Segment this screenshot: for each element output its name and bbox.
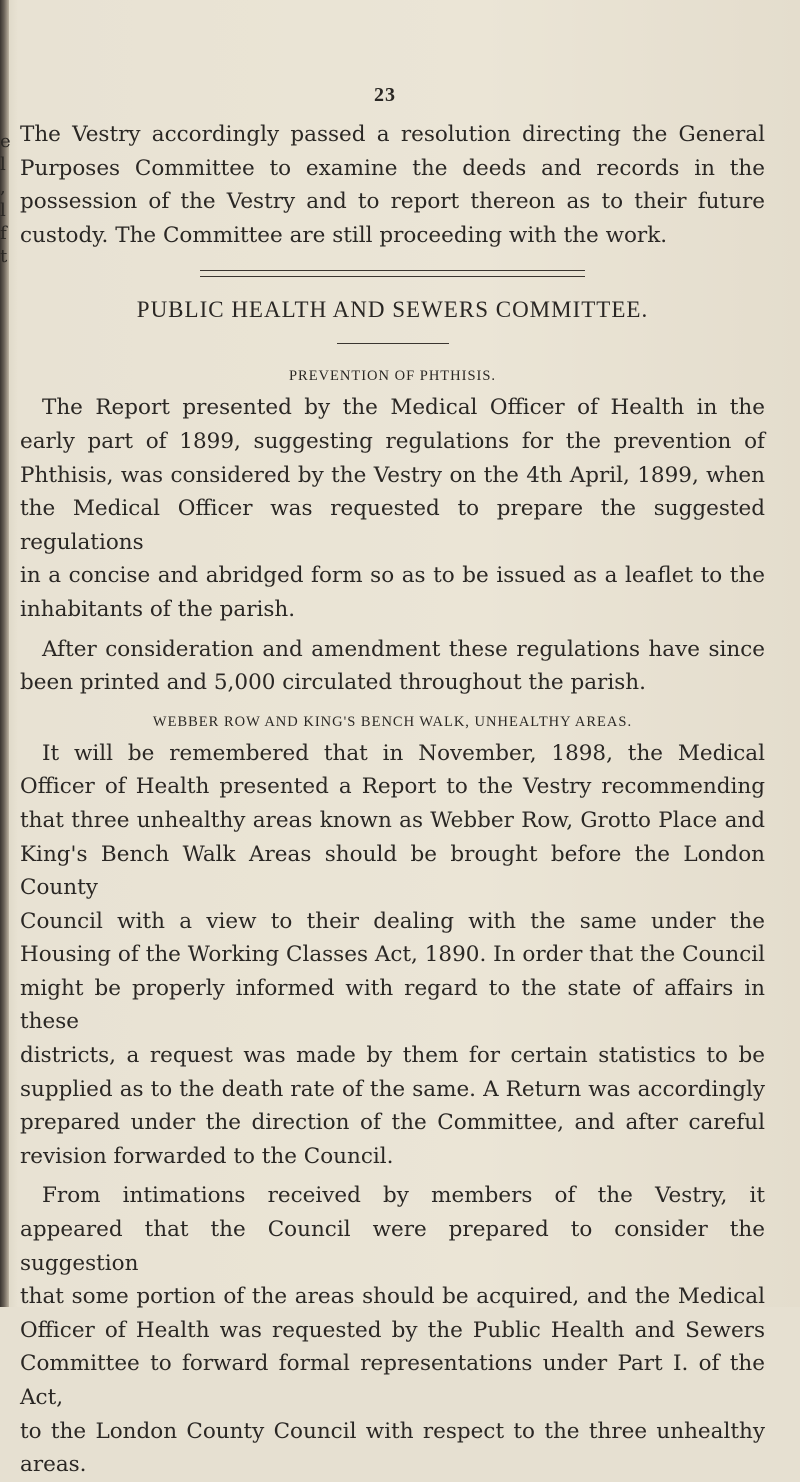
text-line: been printed and 5,000 circulated throughout the parish. xyxy=(20,670,646,696)
webber-row-paragraph-2 xyxy=(20,1179,765,1481)
text-line: appeared that the Council were prepared to consider the suggestion xyxy=(20,1217,765,1276)
text-line: that some portion of the areas should be acquired, and the Medical xyxy=(20,1284,765,1310)
text-line: might be properly informed with regard to the state of affairs in these xyxy=(20,975,765,1035)
text-line: Housing of the Working Classes Act, 1890. In order that the Council xyxy=(20,942,765,968)
text-line: in a concise and abridged form so as to be issued as a leaflet to the xyxy=(20,563,765,589)
page-number: 23 xyxy=(374,84,396,106)
edge-fragments xyxy=(0,130,12,310)
edge-fragment: l xyxy=(0,200,6,221)
edge-fragment: f xyxy=(0,223,7,244)
text-line: King's Bench Walk Areas should be brought before the London County xyxy=(20,841,765,901)
text-line: early part of 1899, suggesting regulations for the prevention of xyxy=(20,428,765,454)
text-line: After consideration and amendment these regulations have since xyxy=(42,636,765,662)
edge-fragment: t xyxy=(0,246,8,267)
text-line: Committee to forward formal representations under Part I. of the Act, xyxy=(20,1351,765,1410)
text-line: revision forwarded to the Council. xyxy=(20,1143,394,1169)
webber-row-paragraph-1 xyxy=(20,737,765,1174)
text-line: districts, a request was made by them for certain statistics to be xyxy=(20,1043,765,1069)
text-line: From intimations received by members of the Vestry, it xyxy=(42,1183,765,1209)
text-line: Officer of Health presented a Report to the Vestry recommending xyxy=(20,774,765,800)
page-content xyxy=(20,118,765,1482)
text-line: Officer of Health was requested by the Public Health and Sewers xyxy=(20,1317,765,1343)
text-line: The Report presented by the Medical Officer of Health in the xyxy=(42,395,765,421)
edge-fragment: e xyxy=(0,131,11,152)
text-line: that three unhealthy areas known as Webber Row, Grotto Place and xyxy=(20,807,765,833)
text-line: Council with a view to their dealing with the same under the xyxy=(20,908,765,934)
text-line: The Vestry accordingly passed a resolution directing the General xyxy=(20,122,765,147)
text-line: inhabitants of the parish. xyxy=(20,596,296,622)
text-line: possession of the Vestry and to report thereon as to their future xyxy=(20,189,765,215)
text-line: to the London County Council with respect to the three unhealthy xyxy=(20,1418,765,1444)
subsection-title-phthisis: PREVENTION OF PHTHISIS. xyxy=(288,368,497,385)
phthisis-paragraph-2 xyxy=(20,633,765,700)
edge-fragment: l xyxy=(0,154,6,175)
text-line: areas. xyxy=(20,1452,87,1478)
text-line: It will be remembered that in November, 1898, the Medical xyxy=(42,740,765,766)
phthisis-paragraph-1 xyxy=(20,391,765,626)
text-line: the Medical Officer was requested to prepare the suggested regulations xyxy=(20,496,765,555)
subsection-title-webber-row: WEBBER ROW AND KING'S BENCH WALK, UNHEALTHY AREAS. xyxy=(152,713,633,730)
intro-paragraph xyxy=(20,118,765,252)
text-line: Purposes Committee to examine the deeds and records in the xyxy=(20,155,765,181)
double-rule-divider xyxy=(200,270,585,277)
short-rule-divider xyxy=(337,343,449,344)
edge-fragment: , xyxy=(0,177,6,198)
text-line: supplied as to the death rate of the same. A Return was accordingly xyxy=(20,1076,765,1102)
text-line: prepared under the direction of the Committee, and after careful xyxy=(20,1110,765,1136)
section-title: PUBLIC HEALTH AND SEWERS COMMITTEE. xyxy=(136,297,649,323)
text-line: Phthisis, was considered by the Vestry on the 4th April, 1899, when xyxy=(20,462,765,488)
text-line: custody. The Committee are still proceeding with the work. xyxy=(20,222,668,248)
